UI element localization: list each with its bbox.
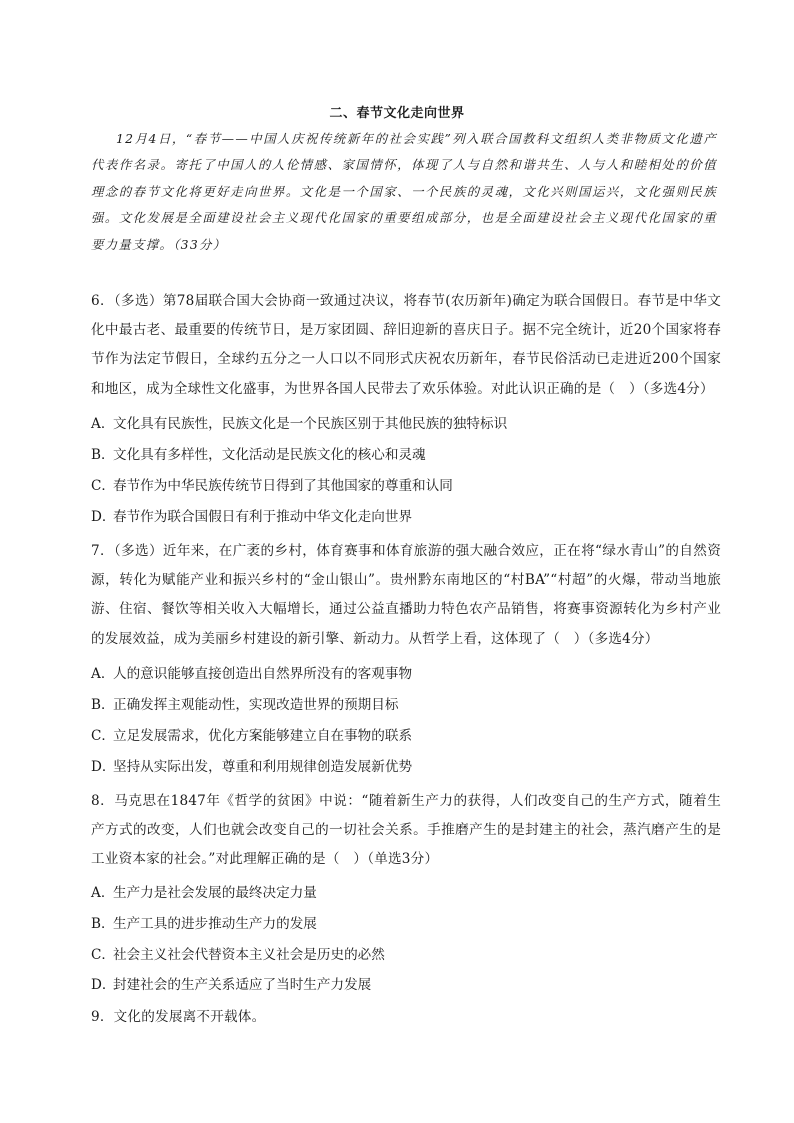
question-6-option-c[interactable]: [91, 476, 453, 496]
option-letter: A．: [91, 885, 115, 901]
option-text: 春节作为中华民族传统节日得到了其他国家的尊重和认同: [113, 478, 453, 494]
question-6-stem: 6．（多选）第78届联合国大会协商一致通过决议，将春节(农历新年)确定为联合国假日。春节是中华文化中最古老、最重要的传统节日，是万家团圆、辞旧迎新的喜庆日子。据不完全统计，近20个国家将春节作为法定节假日，全球约五分之一人口以不同形式庆祝农历新年，春节民俗活动已走进近200个国家和地区，成为全球性文化盛事，为世界各国人民带去了欢乐体验。对此认识正确的是（ ）（多选4分）: [91, 293, 721, 397]
option-letter: D．: [91, 977, 116, 993]
question-8-option-d[interactable]: [91, 975, 371, 995]
question-6-option-a[interactable]: [91, 414, 507, 434]
question-7-option-a[interactable]: [91, 664, 412, 684]
question-8-option-a[interactable]: [91, 883, 317, 903]
option-text: 封建社会的生产关系适应了当时生产力发展: [113, 977, 372, 993]
question-8-option-b[interactable]: [91, 914, 317, 934]
option-text: 坚持从实际出发，尊重和利用规律创造发展新优势: [113, 759, 413, 775]
option-letter: C．: [91, 478, 115, 494]
option-text: 生产力是社会发展的最终决定力量: [113, 885, 317, 901]
option-letter: A．: [91, 416, 115, 432]
option-text: 立足发展需求，优化方案能够建立自在事物的联系: [113, 728, 413, 744]
section-intro: 12月4日，“春节——中国人庆祝传统新年的社会实践”列入联合国教科文组织人类非物质文化遗产代表作名录。寄托了中国人的人伦情感、家国情怀，体现了人与自然和谐共生、人与人和睦相处的价值理念的春节文化将更好走向世界。文化是一个国家、一个民族的灵魂，文化兴则国运兴，文化强则民族强。文化发展是全面建设社会主义现代化国家的重要组成部分，也是全面建设社会主义现代化国家的重要力量支撑。（33分）: [91, 131, 717, 252]
question-7-option-d[interactable]: [91, 757, 412, 777]
question-6-option-d[interactable]: [91, 507, 412, 527]
option-letter: D．: [91, 509, 116, 525]
question-9-stem: 9．文化的发展离不开载体。: [91, 1009, 266, 1025]
option-text: 文化具有多样性，文化活动是民族文化的核心和灵魂: [113, 447, 426, 463]
option-letter: B．: [91, 447, 115, 463]
question-8-stem: 8．马克思在1847年《哲学的贫困》中说：“随着新生产力的获得，人们改变自己的生产方式，随着生产方式的改变，人们也就会改变自己的一切社会关系。手推磨产生的是封建主的社会，蒸汽磨产生的是工业资本家的社会。”对此理解正确的是（ ）（单选3分）: [91, 793, 721, 868]
option-text: 社会主义社会代替资本主义社会是历史的必然: [113, 947, 385, 963]
question-8-option-c[interactable]: [91, 945, 385, 965]
question-7-option-b[interactable]: [91, 695, 398, 715]
option-letter: C．: [91, 947, 115, 963]
option-letter: C．: [91, 728, 115, 744]
option-letter: B．: [91, 697, 115, 713]
section-title: 二、春节文化走向世界: [329, 106, 465, 121]
option-letter: B．: [91, 916, 115, 932]
question-7-stem: 7．（多选）近年来，在广袤的乡村，体育赛事和体育旅游的强大融合效应，正在将“绿水青山”的自然资源，转化为赋能产业和振兴乡村的“金山银山”。贵州黔东南地区的“村BA”“村超”的火爆，带动当地旅游、住宿、餐饮等相关收入大幅增长，通过公益直播助力特色农产品销售，将赛事资源转化为乡村产业的发展效益，成为美丽乡村建设的新引擎、新动力。从哲学上看，这体现了（ ）（多选4分）: [91, 543, 721, 647]
option-text: 生产工具的进步推动生产力的发展: [113, 916, 317, 932]
option-letter: A．: [91, 666, 115, 682]
option-letter: D．: [91, 759, 116, 775]
option-text: 人的意识能够直接创造出自然界所没有的客观事物: [113, 666, 413, 682]
option-text: 文化具有民族性，民族文化是一个民族区别于其他民族的独特标识: [113, 416, 508, 432]
question-7-option-c[interactable]: [91, 726, 412, 746]
option-text: 春节作为联合国假日有利于推动中华文化走向世界: [113, 509, 413, 525]
question-6-option-b[interactable]: [91, 445, 426, 465]
option-text: 正确发挥主观能动性，实现改造世界的预期目标: [113, 697, 399, 713]
